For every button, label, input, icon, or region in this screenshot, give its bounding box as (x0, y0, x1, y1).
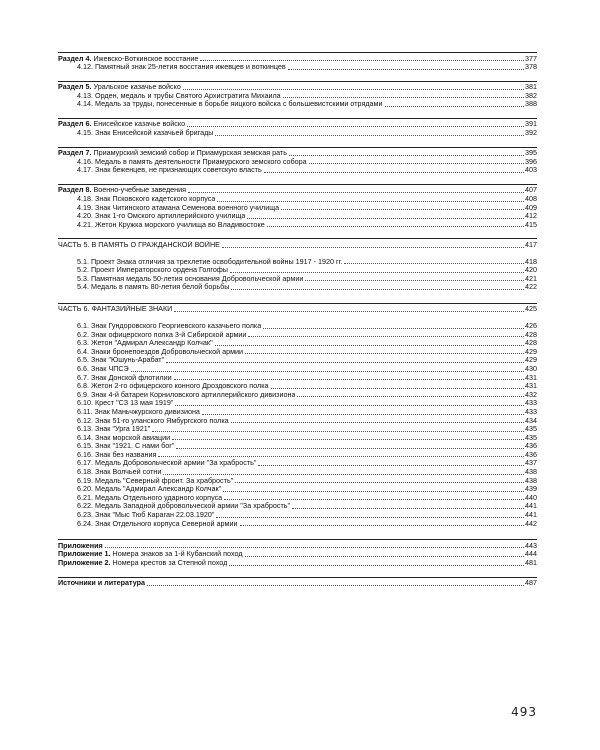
leader-dots (216, 517, 524, 518)
item-title: Знак 51-го уланского Ямбургского полка (95, 416, 229, 425)
leader-dots (229, 565, 524, 566)
leader-dots (224, 499, 524, 500)
section-label: Раздел 6. (58, 120, 92, 129)
page-ref: 435 (525, 424, 537, 434)
item-title: Медаль в память деятельности Приамурского земского собора (95, 157, 307, 166)
page-ref: 428 (525, 329, 537, 339)
leader-dots (264, 172, 524, 173)
section-label: Раздел 4. (58, 54, 92, 63)
item-number: 4.14. (77, 100, 93, 109)
item-title: Знак без названия (95, 450, 157, 459)
sources-title: Источники и литература (58, 579, 146, 587)
toc-section-heading[interactable] (58, 52, 537, 63)
toc-appendices (58, 539, 537, 567)
page-ref: 433 (525, 406, 537, 416)
leader-dots (248, 336, 524, 337)
page-ref: 430 (525, 363, 537, 373)
item-title: Знак 1-го Омского артиллерийского училища (95, 212, 246, 221)
leader-dots (344, 263, 524, 264)
page-ref: 432 (525, 389, 537, 399)
toc-part-6 (58, 303, 537, 528)
toc-section-4 (58, 52, 537, 72)
toc-part-5 (58, 238, 537, 291)
item-title: Знак "Урга 1921" (95, 425, 151, 434)
item-title: Знак 4-й батареи Корниловского артиллерийского дивизиона (91, 390, 296, 399)
page-ref: 428 (525, 338, 537, 348)
leader-dots (245, 556, 524, 557)
toc-section-7 (58, 147, 537, 175)
toc-item[interactable] (58, 365, 537, 374)
leader-dots (152, 431, 524, 432)
toc-item[interactable] (58, 374, 537, 383)
page-ref: 382 (525, 90, 537, 100)
item-number: 5.2. (77, 266, 89, 275)
item-number: 6.3. (77, 339, 89, 348)
toc-section-5 (58, 81, 537, 109)
item-title: Медаль Западной добровольческой армии "За храбрость" (95, 502, 291, 511)
leader-dots (174, 311, 524, 312)
toc-item[interactable] (58, 92, 537, 101)
toc-section-heading[interactable] (58, 147, 537, 158)
item-title: Памятный знак 25-летия восстания ижевцев и воткинцев (95, 63, 286, 72)
toc-item[interactable] (58, 158, 537, 167)
appendix-item-title: Номера знаков за 1-й Кубанский поход (112, 550, 243, 559)
toc-sources (58, 577, 537, 588)
item-number: 5.1. (77, 257, 89, 266)
toc-item[interactable] (58, 391, 537, 400)
toc-item[interactable] (58, 258, 537, 267)
item-title: Жетон Кружка морского училища во Владивостоке (95, 220, 265, 229)
leader-dots (289, 155, 524, 156)
item-number: 4.16. (77, 157, 93, 166)
toc-item[interactable] (58, 266, 537, 275)
toc-part-heading[interactable] (58, 303, 537, 314)
leader-dots (217, 201, 524, 202)
page-ref: 412 (525, 211, 537, 221)
page-ref: 429 (525, 355, 537, 365)
leader-dots (215, 345, 524, 346)
toc-item[interactable] (58, 348, 537, 357)
toc-item[interactable] (58, 195, 537, 204)
item-number: 6.22. (77, 502, 93, 511)
section-title: Приамурский земский собор и Приамурская земская рать (93, 149, 287, 158)
page-ref: 444 (525, 549, 537, 559)
item-title: Медаль в память 80-летия белой борьбы (91, 283, 230, 292)
leader-dots (231, 289, 524, 290)
leader-dots (267, 226, 524, 227)
leader-dots (222, 247, 524, 248)
toc-item[interactable] (58, 459, 537, 468)
item-title: Знак "Мыс Тюб Караган 22.03.1920" (95, 511, 215, 520)
leader-dots (202, 414, 524, 415)
leader-dots (187, 126, 524, 127)
item-number: 6.7. (77, 373, 89, 382)
toc-item[interactable] (58, 221, 537, 230)
toc-section-heading[interactable] (58, 81, 537, 92)
toc-item[interactable] (58, 212, 537, 221)
leader-dots (235, 482, 524, 483)
toc-item[interactable] (58, 283, 537, 292)
toc-section-heading[interactable] (58, 184, 537, 195)
toc-item[interactable] (58, 485, 537, 494)
item-number: 4.21. (77, 220, 93, 229)
item-number: 6.20. (77, 485, 93, 494)
page-ref: 425 (525, 304, 537, 314)
section-title: Енисейское казачье войско (93, 120, 186, 129)
item-title: Жетон "Адмирал Александр Колчак" (91, 339, 213, 348)
section-label: Раздел 8. (58, 186, 92, 195)
leader-dots (297, 396, 524, 397)
toc-item[interactable] (58, 129, 537, 138)
item-number: 6.11. (77, 407, 93, 416)
item-number: 6.15. (77, 442, 93, 451)
page-ref: 381 (525, 82, 537, 92)
item-title: Медаль Добровольческой армии "За храбрость" (95, 459, 257, 468)
item-title: Медаль за труды, понесенные в борьбе яицкого войска с большевистскими отрядами (95, 100, 383, 109)
toc-item[interactable] (58, 382, 537, 391)
item-number: 4.13. (77, 91, 93, 100)
page-ref: 392 (525, 128, 537, 138)
page-ref: 442 (525, 518, 537, 528)
leader-dots (231, 422, 524, 423)
toc-item[interactable] (58, 408, 537, 417)
page-ref: 418 (525, 256, 537, 266)
page-ref: 438 (525, 467, 537, 477)
page-ref: 436 (525, 441, 537, 451)
page-ref: 436 (525, 449, 537, 459)
item-number: 6.9. (77, 390, 89, 399)
leader-dots (176, 448, 524, 449)
item-title: Крест "СЗ 13 мая 1919" (95, 399, 174, 408)
toc-item[interactable] (58, 100, 537, 109)
leader-dots (283, 97, 524, 98)
item-title: Медаль "Северный фронт. За храбрость" (95, 476, 234, 485)
toc-item[interactable] (58, 442, 537, 451)
item-title: Орден, медаль и трубы Святого Архистратига Михаила (95, 91, 281, 100)
leader-dots (281, 209, 524, 210)
item-number: 5.4. (77, 283, 89, 292)
item-number: 4.18. (77, 195, 93, 204)
item-number: 6.23. (77, 511, 93, 520)
section-label: Раздел 7. (58, 149, 92, 158)
page-ref: 433 (525, 398, 537, 408)
toc-item[interactable] (58, 204, 537, 213)
toc-item[interactable] (58, 339, 537, 348)
item-number: 6.16. (77, 450, 93, 459)
page-ref: 417 (525, 239, 537, 249)
toc-section-heading[interactable] (58, 118, 537, 129)
page-ref: 438 (525, 475, 537, 485)
appendix-item-title: Номера крестов за Степной поход (112, 558, 228, 567)
item-number: 4.17. (77, 166, 93, 175)
leader-dots (288, 69, 524, 70)
page-ref: 431 (525, 372, 537, 382)
toc-item[interactable] (58, 477, 537, 486)
item-number: 4.15. (77, 129, 93, 138)
leader-dots (215, 135, 524, 136)
leader-dots (305, 280, 524, 281)
item-title: Проект Знака отличия за трехлетие освободительной войны 1917 - 1920 гг. (91, 257, 343, 266)
appendix-title: Приложения (58, 541, 103, 550)
toc-item[interactable] (58, 275, 537, 284)
section-title: Военно-учебные заведения (93, 186, 187, 195)
item-title: Проект Императорского ордена Голгофы (91, 266, 228, 275)
item-title: Знак беженцев, не признающих советскую власть (95, 166, 262, 175)
item-number: 6.19. (77, 476, 93, 485)
item-title: Жетон 2-го офицерского конного Дроздовского полка (91, 382, 269, 391)
item-number: 6.12. (77, 416, 93, 425)
leader-dots (147, 585, 524, 586)
page-ref: 408 (525, 194, 537, 204)
page-ref: 421 (525, 273, 537, 283)
item-number: 6.14. (77, 433, 93, 442)
toc-item[interactable] (58, 331, 537, 340)
leader-dots (245, 353, 524, 354)
item-title: Медаль "Адмирал Александр Колчак" (95, 485, 222, 494)
toc-item[interactable] (58, 434, 537, 443)
page-ref: 426 (525, 320, 537, 330)
item-title: Памятная медаль 50-летия основания Добровольческой армии (91, 274, 304, 283)
toc-appendix-heading[interactable] (58, 539, 537, 550)
leader-dots (230, 272, 524, 273)
item-number: 6.6. (77, 364, 89, 373)
table-of-contents (58, 52, 537, 597)
leader-dots (183, 89, 524, 90)
item-number: 6.5. (77, 356, 89, 365)
item-number: 6.18. (77, 468, 93, 477)
page-ref: 441 (525, 510, 537, 520)
page-ref: 429 (525, 346, 537, 356)
page-ref: 440 (525, 492, 537, 502)
page-ref: 388 (525, 99, 537, 109)
toc-item[interactable] (58, 166, 537, 175)
leader-dots (131, 371, 524, 372)
item-title: Знак Отдельного корпуса Северной армии (95, 519, 238, 528)
item-number: 6.17. (77, 459, 93, 468)
page-ref: 435 (525, 432, 537, 442)
page-ref: 434 (525, 415, 537, 425)
toc-sources-heading[interactable] (58, 577, 537, 588)
leader-dots (105, 547, 524, 548)
page-ref: 415 (525, 219, 537, 229)
leader-dots (247, 218, 524, 219)
page-ref: 378 (525, 62, 537, 72)
page-ref: 431 (525, 381, 537, 391)
item-number: 5.3. (77, 274, 89, 283)
leader-dots (174, 379, 524, 380)
leader-dots (258, 465, 524, 466)
page-number: 493 (511, 705, 537, 719)
toc-part-heading[interactable] (58, 238, 537, 249)
item-number: 4.19. (77, 203, 93, 212)
page-ref: 407 (525, 185, 537, 195)
part-title: ЧАСТЬ 5. В ПАМЯТЬ О ГРАЖДАНСКОЙ ВОЙНЕ (58, 240, 220, 249)
leader-dots (172, 439, 524, 440)
toc-item[interactable] (58, 451, 537, 460)
page-ref: 377 (525, 53, 537, 63)
item-number: 4.20. (77, 212, 93, 221)
appendix-label: Приложение 2. (58, 558, 111, 567)
item-number: 6.21. (77, 493, 93, 502)
toc-item[interactable] (58, 494, 537, 503)
item-title: Знак Донской флотилии (91, 373, 172, 382)
leader-dots (240, 525, 525, 526)
leader-dots (271, 388, 524, 389)
part-title: ЧАСТЬ 6. ФАНТАЗИЙНЫЕ ЗНАКИ (58, 305, 173, 314)
section-title: Уральское казачье войско (93, 83, 181, 92)
toc-item[interactable] (58, 63, 537, 72)
leader-dots (263, 328, 524, 329)
toc-item[interactable] (58, 468, 537, 477)
toc-item[interactable] (58, 417, 537, 426)
toc-item[interactable] (58, 322, 537, 331)
item-title: Знак ЧПСЭ (91, 364, 129, 373)
leader-dots (309, 163, 524, 164)
leader-dots (166, 362, 524, 363)
toc-item[interactable] (58, 511, 537, 520)
leader-dots (175, 405, 524, 406)
item-number: 6.2. (77, 330, 89, 339)
item-title: Медаль Отдельного ударного корпуса (95, 493, 223, 502)
page-ref: 441 (525, 501, 537, 511)
leader-dots (385, 106, 524, 107)
leader-dots (292, 508, 524, 509)
page-ref: 409 (525, 202, 537, 212)
leader-dots (200, 60, 524, 61)
toc-section-6 (58, 118, 537, 138)
page-ref: 487 (525, 578, 537, 587)
page-ref: 422 (525, 282, 537, 292)
item-title: Знак морской авиации (95, 433, 171, 442)
item-number: 6.10. (77, 399, 93, 408)
appendix-label: Приложение 1. (58, 550, 111, 559)
section-label: Раздел 5. (58, 83, 92, 92)
item-title: Знак Гундоровского Георгиевского казачьего полка (91, 321, 262, 330)
page-ref: 391 (525, 119, 537, 129)
page-ref: 437 (525, 458, 537, 468)
item-title: Знак Енисейской казачьей бригады (95, 129, 214, 138)
toc-section-8 (58, 184, 537, 229)
leader-dots (158, 456, 524, 457)
toc-item[interactable] (58, 520, 537, 529)
toc-item[interactable] (58, 399, 537, 408)
item-title: Знак Псковского кадетского корпуса (95, 195, 216, 204)
page-ref: 396 (525, 156, 537, 166)
item-number: 6.4. (77, 347, 89, 356)
page-ref: 439 (525, 484, 537, 494)
item-title: Знак "Юшунь-Арабат" (91, 356, 165, 365)
item-number: 4.12. (77, 63, 93, 72)
item-title: Знаки бронепоездов Добровольческой армии (91, 347, 244, 356)
page-ref: 481 (525, 557, 537, 567)
page-ref: 395 (525, 148, 537, 158)
item-title: Знак Маньчжурского дивизиона (94, 407, 200, 416)
toc-appendix-item[interactable] (58, 559, 537, 568)
leader-dots (223, 491, 524, 492)
item-number: 6.13. (77, 425, 93, 434)
page-ref: 443 (525, 540, 537, 550)
item-number: 6.24. (77, 519, 93, 528)
page-ref: 403 (525, 165, 537, 175)
item-title: Знак Волчьей сотни (95, 468, 162, 477)
item-title: Знак "1921. С нами бог" (95, 442, 175, 451)
toc-item[interactable] (58, 425, 537, 434)
toc-item[interactable] (58, 502, 537, 511)
toc-item[interactable] (58, 356, 537, 365)
page-ref: 420 (525, 265, 537, 275)
item-title: Знак Читинского атамана Семенова военного училища (95, 203, 280, 212)
item-number: 6.8. (77, 382, 89, 391)
item-title: Знак офицерского полка 3-й Сибирской армии (91, 330, 247, 339)
toc-appendix-item[interactable] (58, 550, 537, 559)
item-number: 6.1. (77, 321, 89, 330)
leader-dots (188, 192, 524, 193)
leader-dots (163, 474, 524, 475)
section-title: Ижевско-Воткинское восстание (93, 54, 199, 63)
